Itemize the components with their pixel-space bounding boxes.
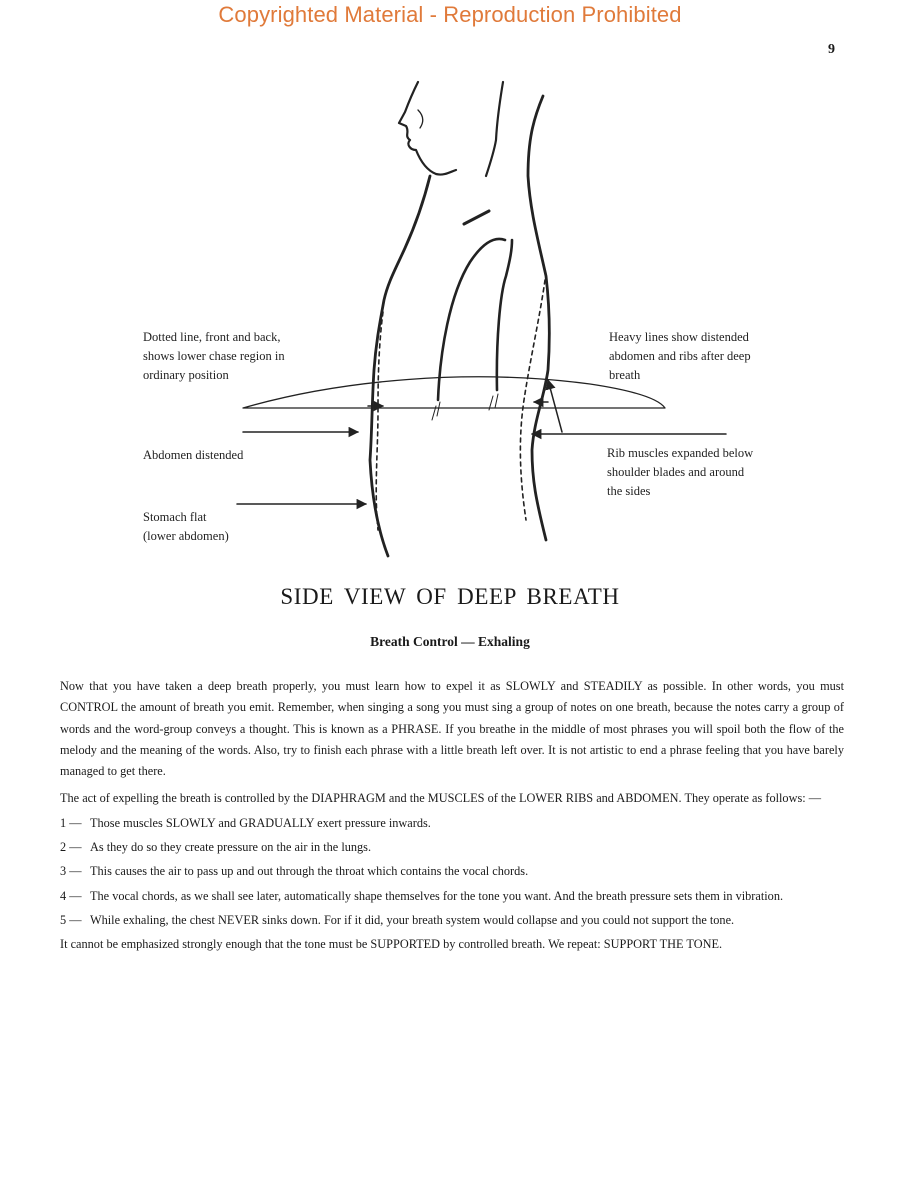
front-body-line	[370, 176, 430, 556]
callout-line: Abdomen distended	[143, 448, 244, 462]
nostril-line	[418, 110, 423, 128]
step-text: Those muscles SLOWLY and GRADUALLY exert pressure inwards.	[90, 815, 431, 830]
callout-stomach-flat	[143, 508, 333, 546]
step-item	[60, 813, 844, 834]
callout-abdomen-distended	[143, 446, 333, 465]
step-number: 5 —	[60, 912, 82, 927]
arrow-heavy-lines-pointer	[548, 380, 562, 432]
intro-paragraph: Now that you have taken a deep breath properly, you must learn how to expel it as SLOWLY and STEADILY as possible. In other words, you must CONTROL the amount of breath you emit. Remember, when singing a song you must sing a group of notes on one breath, because the notes carry a group of words and the word-group conveys a thought. This is known as a PHRASE. If you breathe in the middle of most phrases you will spoil both the flow of the melody and the meaning of the words. Also, try to finish each phrase with a little breath left over. It is not artistic to end a phrase feeling that you have barely managed to get there.	[60, 679, 844, 779]
callout-line: shows lower chase region in	[143, 349, 285, 363]
arm-back-line	[497, 240, 512, 390]
step-text: While exhaling, the chest NEVER sinks down. For if it did, your breath system would collapse and you could not support the tone.	[90, 912, 735, 927]
figure-title: SIDE VIEW OF DEEP BREATH	[280, 584, 620, 609]
callout-heavy-lines	[609, 328, 799, 385]
callout-line: abdomen and ribs after deep	[609, 349, 751, 363]
step-text: As they do so they create pressure on the air in the lungs.	[90, 840, 372, 855]
step-item	[60, 861, 844, 882]
callout-line: Heavy lines show distended	[609, 330, 749, 344]
step-item	[60, 886, 844, 907]
conclusion-paragraph: It cannot be emphasized strongly enough that the tone must be SUPPORTED by controlled breath. We repeat: SUPPORT THE TONE.	[60, 937, 723, 952]
callout-line: Stomach flat	[143, 510, 207, 524]
step-text: This causes the air to pass up and out through the throat which contains the vocal chords.	[90, 864, 529, 879]
callout-dotted-line	[143, 328, 333, 385]
act-paragraph: The act of expelling the breath is controlled by the DIAPHRAGM and the MUSCLES of the LOWER RIBS and ABDOMEN. They operate as follows: —	[60, 791, 822, 806]
step-number: 4 —	[60, 888, 82, 903]
back-body-line	[528, 96, 549, 540]
step-item	[60, 910, 844, 931]
breath-diagram	[0, 80, 900, 570]
callout-line: Rib muscles expanded below	[607, 446, 754, 460]
callout-line: ordinary position	[143, 368, 229, 382]
callout-rib-muscles	[607, 444, 797, 501]
step-number: 2 —	[60, 840, 82, 855]
callout-line: Dotted line, front and back,	[143, 330, 281, 344]
callout-line: shoulder blades and around	[607, 465, 745, 479]
page-number: 9	[828, 42, 835, 57]
callout-line: (lower abdomen)	[143, 529, 229, 543]
step-number: 1 —	[60, 815, 82, 830]
collarbone-mark	[464, 211, 489, 224]
body-text	[60, 676, 844, 956]
callout-line: breath	[609, 368, 641, 382]
face-profile-line	[399, 82, 456, 175]
step-item	[60, 837, 844, 858]
step-text: The vocal chords, as we shall see later, automatically shape themselves for the tone you want. And the breath pressure sets them in vibration.	[90, 888, 784, 903]
copyright-watermark: Copyrighted Material - Reproduction Prohibited	[218, 2, 682, 27]
arm-front-line	[438, 239, 505, 400]
callout-line: the sides	[607, 484, 651, 498]
step-number: 3 —	[60, 864, 82, 879]
section-heading: Breath Control — Exhaling	[370, 634, 530, 649]
back-of-neck-line	[486, 82, 503, 176]
